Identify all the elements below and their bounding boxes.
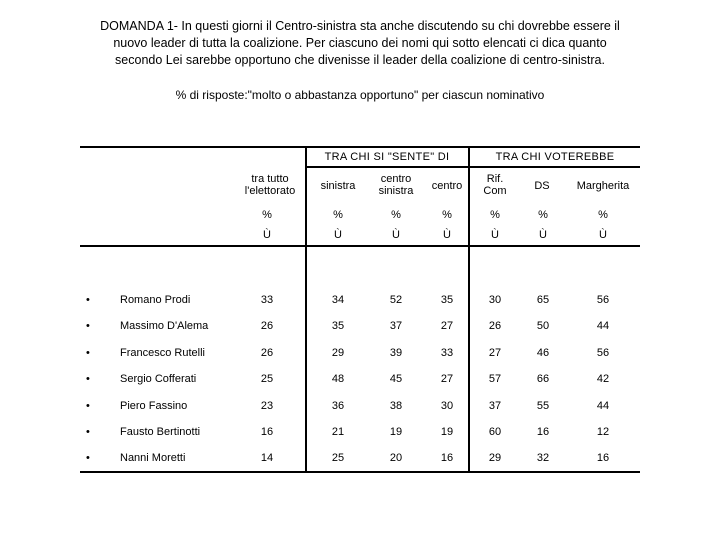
table-cell: 23 xyxy=(260,400,274,412)
table-cell: 16 xyxy=(440,452,454,464)
column-header: centro xyxy=(431,180,463,192)
table-cell: 19 xyxy=(440,426,454,438)
bullet-icon: • xyxy=(86,294,90,306)
header-bottom-rule xyxy=(80,245,640,247)
bullet-icon: • xyxy=(86,452,90,464)
bullet-icon: • xyxy=(86,426,90,438)
group-header-voterebbe: TRA CHI VOTEREBBE xyxy=(495,151,615,163)
column-symbol: Ù xyxy=(539,229,547,241)
table-cell: 48 xyxy=(331,373,345,385)
table-cell: 30 xyxy=(488,294,502,306)
table-cell: 39 xyxy=(389,347,403,359)
column-header: Rif. Com xyxy=(483,173,507,197)
table-cell: 25 xyxy=(260,373,274,385)
table-cell: 16 xyxy=(260,426,274,438)
table-cell: 26 xyxy=(260,320,274,332)
column-header: centro sinistra xyxy=(378,173,414,197)
unit-label: % xyxy=(333,209,343,221)
unit-label: % xyxy=(598,209,608,221)
table-cell: 29 xyxy=(488,452,502,464)
table-cell: 25 xyxy=(331,452,345,464)
question-line: secondo Lei sarebbe opportuno che divenisse il leader della coalizione di centro-sinistra. xyxy=(115,53,605,67)
subtitle: % di risposte:"molto o abbastanza opportuno" per ciascun nominativo xyxy=(175,88,545,102)
unit-label: % xyxy=(391,209,401,221)
table-cell: 50 xyxy=(536,320,550,332)
bullet-icon: • xyxy=(86,373,90,385)
table-cell: 27 xyxy=(488,347,502,359)
question-text xyxy=(60,18,660,69)
table-top-rule xyxy=(80,146,640,148)
column-symbol: Ù xyxy=(599,229,607,241)
table-cell: 20 xyxy=(389,452,403,464)
table-cell: 55 xyxy=(536,400,550,412)
row-name: Fausto Bertinotti xyxy=(120,426,201,438)
table-cell: 44 xyxy=(596,320,610,332)
table-cell: 36 xyxy=(331,400,345,412)
table-cell: 52 xyxy=(389,294,403,306)
table-bottom-rule xyxy=(80,471,640,473)
bullet-icon: • xyxy=(86,347,90,359)
unit-label: % xyxy=(490,209,500,221)
bullet-icon: • xyxy=(86,400,90,412)
column-symbol: Ù xyxy=(491,229,499,241)
column-symbol: Ù xyxy=(263,229,271,241)
group-header-sente: TRA CHI SI "SENTE" DI xyxy=(324,151,450,163)
table-cell: 27 xyxy=(440,320,454,332)
column-symbol: Ù xyxy=(392,229,400,241)
row-name: Nanni Moretti xyxy=(120,452,186,464)
table-cell: 60 xyxy=(488,426,502,438)
question-line: DOMANDA 1- In questi giorni il Centro-sinistra sta anche discutendo su chi dovrebbe essere il xyxy=(100,19,620,33)
unit-label: % xyxy=(538,209,548,221)
table-cell: 37 xyxy=(488,400,502,412)
table-cell: 14 xyxy=(260,452,274,464)
table-cell: 38 xyxy=(389,400,403,412)
table-cell: 32 xyxy=(536,452,550,464)
table-cell: 33 xyxy=(440,347,454,359)
table-cell: 29 xyxy=(331,347,345,359)
table-cell: 42 xyxy=(596,373,610,385)
table-cell: 66 xyxy=(536,373,550,385)
bullet-icon: • xyxy=(86,320,90,332)
table-cell: 45 xyxy=(389,373,403,385)
table-cell: 21 xyxy=(331,426,345,438)
column-header: Margherita xyxy=(576,180,630,192)
unit-label: % xyxy=(262,209,272,221)
table-cell: 30 xyxy=(440,400,454,412)
row-name: Sergio Cofferati xyxy=(120,373,197,385)
question-line: nuovo leader di tutta la coalizione. Per ciascuno dei nomi qui sotto elencati ci dica quanto xyxy=(113,36,607,50)
table-cell: 46 xyxy=(536,347,550,359)
column-symbol: Ù xyxy=(334,229,342,241)
table-cell: 44 xyxy=(596,400,610,412)
table-cell: 12 xyxy=(596,426,610,438)
row-name: Massimo D'Alema xyxy=(120,320,209,332)
table-cell: 26 xyxy=(488,320,502,332)
row-name: Romano Prodi xyxy=(120,294,191,306)
table-cell: 56 xyxy=(596,347,610,359)
column-rule xyxy=(468,146,470,472)
column-header: DS xyxy=(534,180,550,192)
unit-label: % xyxy=(442,209,452,221)
table-cell: 16 xyxy=(536,426,550,438)
table-cell: 56 xyxy=(596,294,610,306)
table-cell: 35 xyxy=(440,294,454,306)
table-cell: 37 xyxy=(389,320,403,332)
table-cell: 19 xyxy=(389,426,403,438)
table-cell: 57 xyxy=(488,373,502,385)
column-header: tra tutto l'elettorato xyxy=(244,173,296,197)
table-cell: 34 xyxy=(331,294,345,306)
row-name: Francesco Rutelli xyxy=(120,347,205,359)
table-cell: 27 xyxy=(440,373,454,385)
column-header: sinistra xyxy=(320,180,356,192)
column-symbol: Ù xyxy=(443,229,451,241)
table-cell: 65 xyxy=(536,294,550,306)
table-cell: 35 xyxy=(331,320,345,332)
row-name: Piero Fassino xyxy=(120,400,188,412)
table-cell: 16 xyxy=(596,452,610,464)
table-cell: 26 xyxy=(260,347,274,359)
group-rule-sente xyxy=(306,166,468,168)
table-cell: 33 xyxy=(260,294,274,306)
group-rule-voterebbe xyxy=(470,166,640,168)
